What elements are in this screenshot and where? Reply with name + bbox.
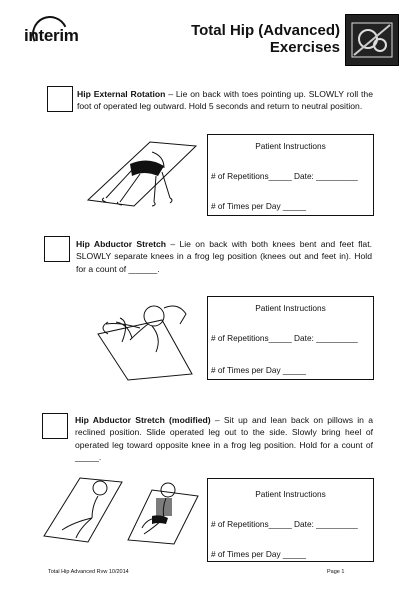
exercise-1-name: Hip External Rotation <box>77 89 166 99</box>
exercise-3-text <box>75 414 373 463</box>
repetitions-date-field[interactable]: # of Repetitions_____ Date: _________ <box>211 171 358 181</box>
exercise-2-illustration <box>92 290 196 382</box>
exercise-1-instructions-box <box>207 134 374 216</box>
footer-page-number: Page 1 <box>327 569 345 575</box>
corner-graphic-icon <box>345 14 399 66</box>
instructions-heading: Patient Instructions <box>255 303 326 313</box>
exercise-1-body: – Lie on back with toes pointing up. SLOWLY roll the foot of operated leg outward. Hold 5 seconds and return to neutral position. <box>77 89 373 112</box>
exercise-3-illustration <box>40 470 200 546</box>
page-title <box>140 22 340 56</box>
times-per-day-field[interactable]: # of Times per Day _____ <box>211 365 307 375</box>
exercise-3-body: – Sit up and lean back on pillows in a reclined position. Slide operated leg out to the side. Slowly bring heel of operated leg toward opposite knee in a frog leg position. Hold for a count of _____. <box>75 415 373 462</box>
title-line-1: Total Hip (Advanced) <box>191 22 340 39</box>
instructions-heading: Patient Instructions <box>255 141 326 151</box>
title-line-2: Exercises <box>269 39 340 56</box>
exercise-2-checkbox[interactable] <box>44 236 70 262</box>
exercise-3-instructions-box <box>207 478 374 562</box>
logo-text: interim <box>24 26 79 45</box>
interim-logo <box>24 14 86 54</box>
exercise-1-illustration <box>82 136 200 208</box>
repetitions-date-field[interactable]: # of Repetitions_____ Date: _________ <box>211 519 358 529</box>
exercise-1-text <box>77 88 373 113</box>
times-per-day-field[interactable]: # of Times per Day _____ <box>211 549 307 559</box>
exercise-2-name: Hip Abductor Stretch <box>76 239 167 249</box>
instructions-heading: Patient Instructions <box>255 489 326 499</box>
times-per-day-field[interactable]: # of Times per Day _____ <box>211 201 307 211</box>
exercise-2-body: – Lie on back with both knees bent and feet flat. SLOWLY separate knees in a frog leg position (knees out and feet in). Hold for a count of ______. <box>76 239 372 274</box>
footer-document-id: Total Hip Advanced Rvw 10/2014 <box>48 569 129 575</box>
exercise-3-name: Hip Abductor Stretch (modified) <box>75 415 211 425</box>
exercise-1-checkbox[interactable] <box>47 86 73 112</box>
repetitions-date-field[interactable]: # of Repetitions_____ Date: _________ <box>211 333 358 343</box>
exercise-2-instructions-box <box>207 296 374 380</box>
exercise-2-text <box>76 238 372 275</box>
exercise-3-checkbox[interactable] <box>42 413 68 439</box>
